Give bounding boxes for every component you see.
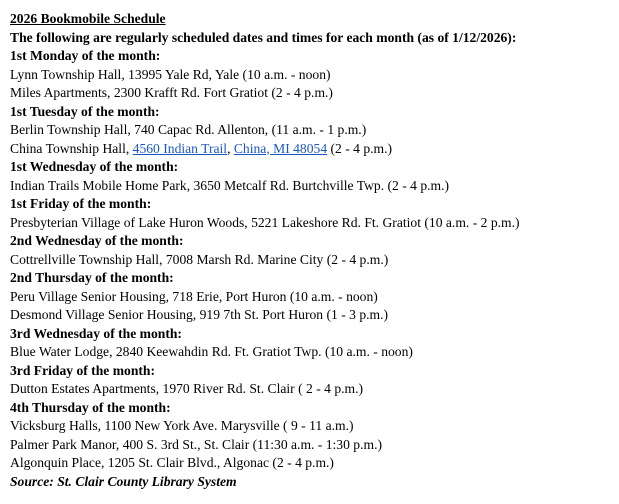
section-heading-1st-monday: 1st Monday of the month:: [10, 48, 161, 63]
section-heading-1st-friday: 1st Friday of the month:: [10, 196, 152, 211]
section-heading-1st-tuesday: 1st Tuesday of the month:: [10, 103, 160, 119]
intro-text: The following are regularly scheduled dates and times for each month (as of 1/12/2026):: [10, 29, 517, 45]
entry-miles-apartments: Miles Apartments, 2300 Krafft Rd. Fort Gratiot (2 - 4 p.m.): [10, 85, 333, 100]
section-heading-4th-thursday: 4th Thursday of the month:: [10, 399, 171, 415]
entry-peru-village: Peru Village Senior Housing, 718 Erie, Port Huron (10 a.m. - noon): [10, 288, 378, 304]
section-heading-2nd-thursday: 2nd Thursday of the month:: [10, 270, 174, 285]
entry-presbyterian-village: Presbyterian Village of Lake Huron Woods, 5221 Lakeshore Rd. Ft. Gratiot (10 a.m. - 2 p.m.): [10, 214, 520, 230]
section-heading-3rd-wednesday: 3rd Wednesday of the month:: [10, 325, 182, 341]
china-entry-separator: ,: [227, 140, 234, 156]
entry-indian-trails-mobile-home-park: Indian Trails Mobile Home Park, 3650 Metcalf Rd. Burtchville Twp. (2 - 4 p.m.): [10, 177, 450, 193]
schedule-document: [10, 10, 615, 491]
china-entry-suffix: (2 - 4 p.m.): [327, 140, 393, 156]
entry-blue-water-lodge: Blue Water Lodge, 2840 Keewahdin Rd. Ft. Gratiot Twp. (10 a.m. - noon): [10, 344, 413, 359]
entry-dutton-estates: Dutton Estates Apartments, 1970 River Rd. St. Clair ( 2 - 4 p.m.): [10, 381, 364, 396]
section-heading-2nd-wednesday: 2nd Wednesday of the month:: [10, 233, 184, 248]
china-entry-prefix: China Township Hall,: [10, 140, 133, 156]
entry-berlin-township-hall: Berlin Township Hall, 740 Capac Rd. Allenton, (11 a.m. - 1 p.m.): [10, 122, 367, 137]
address-link-china-mi[interactable]: China, MI 48054: [233, 140, 328, 156]
entry-algonquin-place: Algonquin Place, 1205 St. Clair Blvd., Algonac (2 - 4 p.m.): [10, 455, 334, 470]
entry-lynn-township-hall: Lynn Township Hall, 13995 Yale Rd, Yale (10 a.m. - noon): [10, 66, 331, 82]
entry-palmer-park-manor: Palmer Park Manor, 400 S. 3rd St., St. Clair (11:30 a.m. - 1:30 p.m.): [10, 436, 382, 452]
entry-china-township-hall: [10, 140, 615, 159]
section-heading-3rd-friday: 3rd Friday of the month:: [10, 362, 155, 378]
source-credit: Source: St. Clair County Library System: [10, 473, 237, 489]
entry-cottrellville-township-hall: Cottrellville Township Hall, 7008 Marsh Rd. Marine City (2 - 4 p.m.): [10, 251, 389, 267]
document-title: 2026 Bookmobile Schedule: [10, 11, 166, 26]
entry-desmond-village: Desmond Village Senior Housing, 919 7th St. Port Huron (1 - 3 p.m.): [10, 307, 389, 322]
address-link-indian-trail[interactable]: 4560 Indian Trail: [132, 140, 228, 156]
section-heading-1st-wednesday: 1st Wednesday of the month:: [10, 159, 179, 174]
entry-vicksburg-halls: Vicksburg Halls, 1100 New York Ave. Marysville ( 9 - 11 a.m.): [10, 418, 354, 433]
